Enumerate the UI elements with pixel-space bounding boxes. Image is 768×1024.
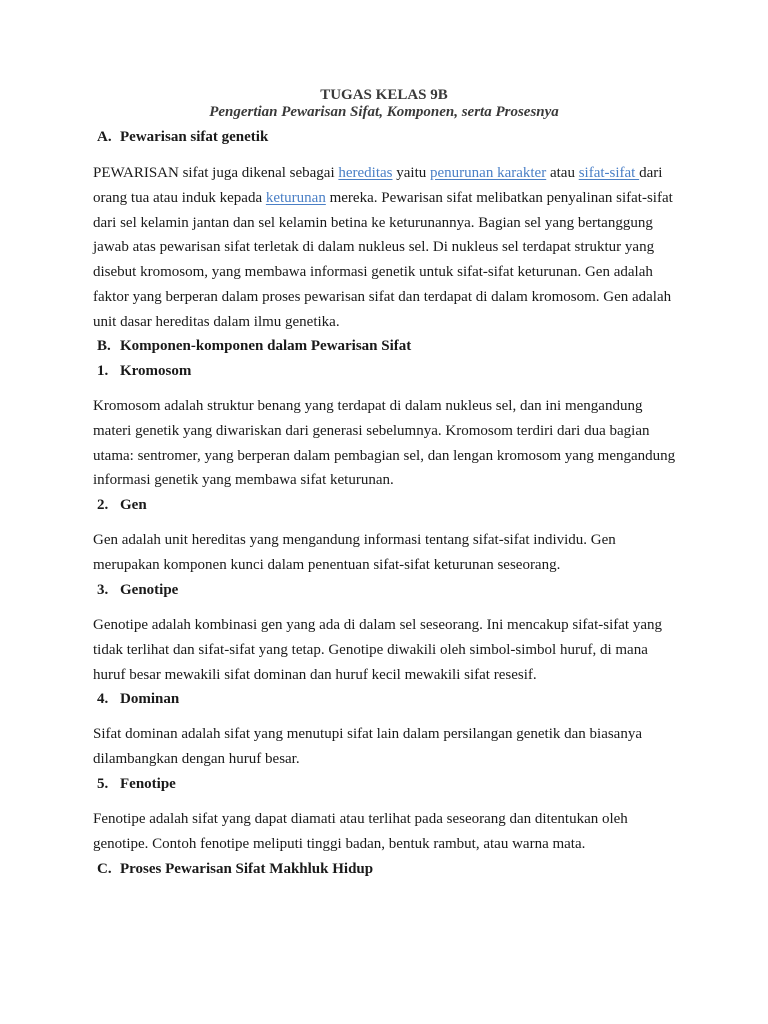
link-sifat-sifat[interactable]: sifat-sifat: [578, 165, 640, 181]
item-dominan-heading: [97, 689, 179, 709]
para-text: PEWARISAN sifat juga dikenal sebagai: [93, 165, 339, 181]
document-subtitle: Pengertian Pewarisan Sifat, Komponen, serta Prosesnya: [209, 104, 559, 120]
item-gen-text: Gen adalah unit hereditas yang mengandung informasi tentang sifat-sifat individu. Gen merupakan komponen kunci dalam penentuan sifat-sifat keturunan seseorang.: [93, 532, 616, 573]
section-c-heading: [97, 859, 373, 879]
para-text: mereka. Pewarisan sifat melibatkan penyalinan sifat-sifat dari sel kelamin jantan dan sel kelamin betina ke keturunannya. Bagian sel yang bertanggung jawab atas pewarisan sifat terletak di dalam nukleus sel. Di nukleus sel terdapat struktur yang disebut kromosom, yang membawa informasi genetik untuk sifat-sifat keturunan. Gen adalah faktor yang berperan dalam proses pewarisan sifat dan terdapat di dalam kromosom. Gen adalah unit dasar hereditas dalam ilmu genetika.: [93, 189, 673, 330]
section-b-title: Komponen-komponen dalam Pewarisan Sifat: [120, 338, 412, 354]
item-gen-heading: [97, 495, 147, 515]
item-marker: 3.: [97, 582, 109, 598]
item-kromosom-text: Kromosom adalah struktur benang yang terdapat di dalam nukleus sel, dan ini mengandung materi genetik yang diwariskan dari generasi sebelumnya. Kromosom terdiri dari dua bagian utama: sentromer, yang berperan dalam pembagian sel, dan lengan kromosom yang mengandung informasi genetik yang membawa sifat keturunan.: [93, 398, 676, 489]
section-c-marker: C.: [97, 861, 112, 877]
section-b-marker: B.: [97, 338, 111, 354]
item-kromosom-heading: [97, 361, 191, 381]
item-title: Gen: [120, 497, 147, 513]
item-dominan-text: Sifat dominan adalah sifat yang menutupi sifat lain dalam persilangan genetik dan biasanya dilambangkan dengan huruf besar.: [93, 726, 643, 767]
item-fenotipe-text: Fenotipe adalah sifat yang dapat diamati atau terlihat pada seseorang dan ditentukan oleh genotipe. Contoh fenotipe meliputi tinggi badan, bentuk rambut, atau warna mata.: [93, 811, 628, 852]
item-title: Fenotipe: [120, 776, 176, 792]
para-text: dari orang tua atau induk kepada: [93, 165, 663, 206]
section-c-title: Proses Pewarisan Sifat Makhluk Hidup: [120, 861, 374, 877]
item-marker: 1.: [97, 363, 109, 379]
link-keturunan[interactable]: keturunan: [265, 189, 326, 206]
section-a-title: Pewarisan sifat genetik: [120, 129, 269, 145]
link-hereditas[interactable]: hereditas: [338, 165, 393, 181]
section-a-paragraph: [93, 161, 678, 335]
item-title: Genotipe: [120, 582, 179, 598]
item-marker: 4.: [97, 691, 109, 707]
item-genotipe-heading: [97, 580, 178, 600]
para-text: yaitu: [392, 165, 431, 181]
item-title: Dominan: [120, 691, 180, 707]
link-penurunan-karakter[interactable]: penurunan karakter: [430, 165, 547, 181]
item-title: Kromosom: [120, 363, 192, 379]
section-a-heading: [97, 127, 268, 147]
para-text: atau: [546, 165, 579, 181]
item-genotipe-text: Genotipe adalah kombinasi gen yang ada di dalam sel seseorang. Ini mencakup sifat-sifat yang tidak terlihat dan sifat-sifat yang tetap. Genotipe diwakili oleh simbol-simbol huruf, di mana huruf besar mewakili sifat dominan dan huruf kecil mewakili sifat resesif.: [93, 617, 662, 683]
section-a-marker: A.: [97, 129, 112, 145]
item-marker: 5.: [97, 776, 109, 792]
item-marker: 2.: [97, 497, 109, 513]
document-title: TUGAS KELAS 9B: [320, 87, 448, 103]
section-b-heading: [97, 336, 411, 356]
item-fenotipe-heading: [97, 774, 176, 794]
